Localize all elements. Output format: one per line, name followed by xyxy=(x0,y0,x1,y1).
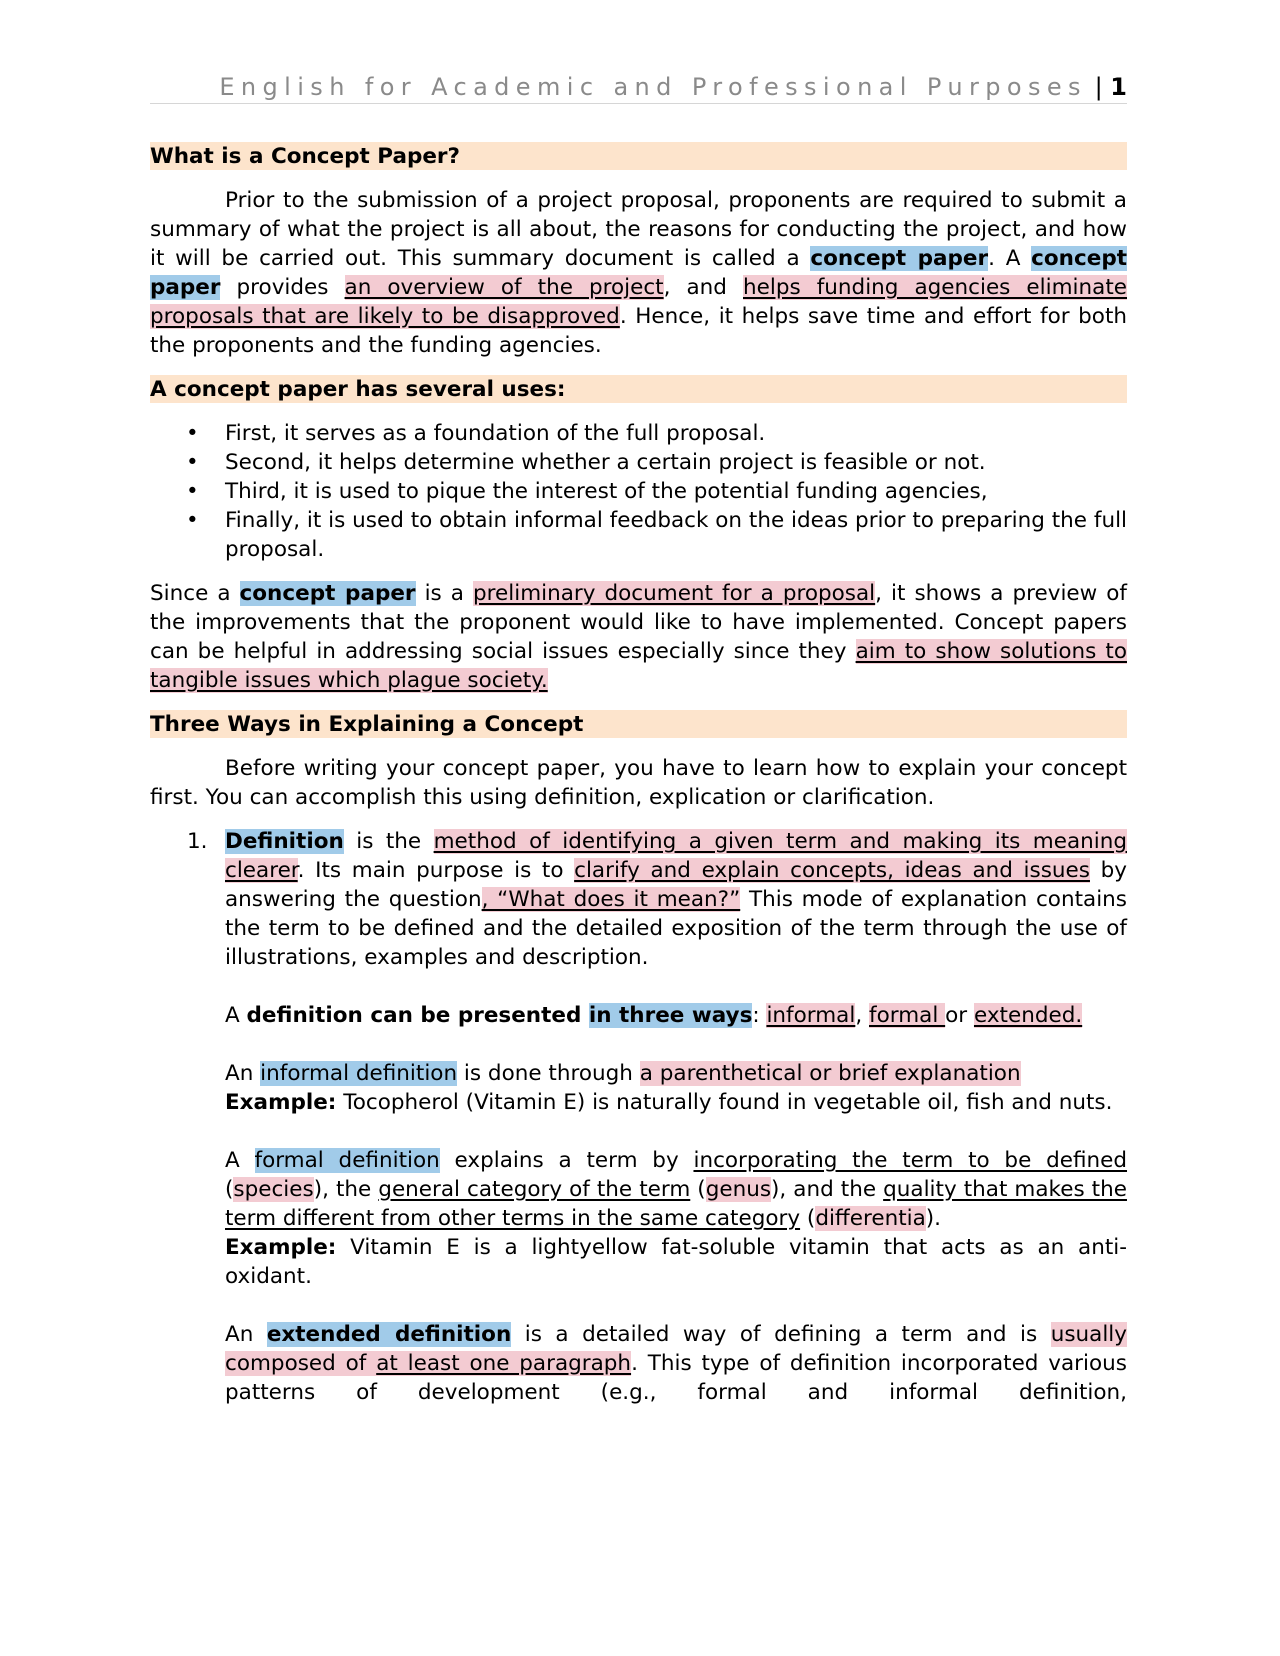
highlight-underline: , “What does it mean?” xyxy=(481,887,741,912)
document-body xyxy=(150,142,1127,1407)
text: ( xyxy=(225,1177,234,1202)
uses-list xyxy=(150,419,1127,564)
text: . Its main purpose is to xyxy=(297,858,575,883)
text: is done through xyxy=(457,1061,640,1086)
text: ). xyxy=(925,1206,942,1231)
text: Prior to the submission of a project proposal, proponents are required to submit a summary of what the project is all about, the reasons for conducting the project, and how it will be carried out. This summary document is called a xyxy=(150,188,1127,271)
text: provides xyxy=(220,275,345,300)
text: . A xyxy=(988,246,1032,271)
highlight-underline: at least one paragraph xyxy=(376,1351,632,1376)
text: An xyxy=(225,1061,261,1086)
underline-text: quality that makes the term different from other terms in the same category xyxy=(225,1177,1127,1231)
highlight-term: Definition xyxy=(225,829,344,854)
page-number: 1 xyxy=(1110,73,1127,101)
section-heading-uses: A concept paper has several uses: xyxy=(150,375,1127,403)
highlight-underline: aim to show solutions to tangible issues which plague society. xyxy=(150,639,1127,693)
paragraph-extended-definition xyxy=(150,1320,1127,1407)
highlight-term: informal definition xyxy=(260,1061,458,1086)
highlight-underline: helps funding agencies eliminate proposals that are likely to be disapproved xyxy=(150,275,1127,329)
text: is a xyxy=(415,581,473,606)
highlight-term: concept paper xyxy=(239,581,416,606)
highlight-phrase: usually composed of xyxy=(225,1322,1127,1376)
text: Tocopherol (Vitamin E) is naturally found in vegetable oil, fish and nuts. xyxy=(336,1090,1113,1115)
underline-text: incorporating the term to be defined xyxy=(693,1148,1128,1173)
text: . Hence, it helps save time and effort for both the proponents and the funding agencies. xyxy=(150,304,1128,358)
highlight-term: formal definition xyxy=(254,1148,440,1173)
text: Vitamin E is a lightyellow fat-soluble vitamin that acts as an anti-oxidant. xyxy=(225,1235,1127,1289)
list-item: • Finally, it is used to obtain informal feedback on the ideas prior to preparing the full proposal. xyxy=(150,506,1127,564)
highlight-underline: formal xyxy=(869,1003,946,1028)
spacer xyxy=(150,972,1127,1001)
text: . This type of definition incorporated various patterns of development (e.g., formal and informal definition, xyxy=(225,1351,1127,1405)
numbered-item-definition xyxy=(150,827,1127,972)
list-item: • First, it serves as a foundation of the full proposal. xyxy=(150,419,1127,448)
highlight-phrase: species xyxy=(233,1177,314,1202)
text: : xyxy=(752,1003,767,1028)
list-item: • Second, it helps determine whether a certain project is feasible or not. xyxy=(150,448,1127,477)
highlight-term: in three ways xyxy=(588,1003,753,1028)
text: An xyxy=(225,1322,267,1347)
paragraph-concept-paper-intro xyxy=(150,186,1127,360)
text: is the xyxy=(343,829,434,854)
text: , and xyxy=(663,275,743,300)
section-heading-concept-paper: What is a Concept Paper? xyxy=(150,142,1127,170)
highlight-phrase: differentia xyxy=(815,1206,926,1231)
page-header xyxy=(150,72,1127,104)
text: , xyxy=(855,1003,870,1028)
highlight-underline: an overview of the project xyxy=(344,275,664,300)
header-separator: | xyxy=(1094,73,1103,101)
underline-text: general category of the term xyxy=(378,1177,691,1202)
highlight-underline: preliminary document for a proposal xyxy=(473,581,876,606)
highlight-phrase: a parenthetical or brief explanation xyxy=(639,1061,1021,1086)
text: by answering the question xyxy=(225,858,1127,912)
paragraph-preliminary-document xyxy=(150,579,1127,695)
bold-text: definition can be presented xyxy=(246,1003,589,1028)
highlight-underline: method of identifying a given term and making its meaning clearer xyxy=(225,829,1127,883)
paragraph-three-ways-intro: Before writing your concept paper, you have to learn how to explain your concept first. You can accomplish this using definition, explication or clarification. xyxy=(150,756,1127,810)
highlight-underline: extended. xyxy=(973,1003,1083,1028)
text: ), the xyxy=(313,1177,379,1202)
paragraph-informal-example xyxy=(150,1088,1127,1117)
item-number: 1. xyxy=(187,829,208,854)
text: or xyxy=(945,1003,974,1028)
paragraph-three-ways xyxy=(150,1001,1127,1030)
highlight-term: extended definition xyxy=(266,1322,512,1347)
text: Since a xyxy=(150,581,240,606)
list-item: • Third, it is used to pique the interest of the potential funding agencies, xyxy=(150,477,1127,506)
highlight-underline: informal xyxy=(766,1003,856,1028)
example-label: Example: xyxy=(225,1235,337,1260)
section-heading-three-ways: Three Ways in Explaining a Concept xyxy=(150,710,1127,738)
spacer xyxy=(150,1117,1127,1146)
paragraph-definition xyxy=(225,827,1127,972)
text: This mode of explanation contains the term to be defined and the detailed exposition of the term through the use of illustrations, examples and description. xyxy=(225,887,1127,970)
text: A xyxy=(225,1003,247,1028)
highlight-term: concept paper xyxy=(150,246,1127,300)
highlight-underline: clarify and explain concepts, ideas and issues xyxy=(574,858,1090,883)
text: ), and the xyxy=(771,1177,884,1202)
text: ( xyxy=(800,1206,816,1231)
spacer xyxy=(150,1291,1127,1320)
paragraph-formal-example xyxy=(150,1233,1127,1291)
paragraph-informal-definition xyxy=(150,1059,1127,1088)
text: is a detailed way of defining a term and is xyxy=(511,1322,1051,1347)
paragraph-formal-definition xyxy=(150,1146,1127,1233)
text: ( xyxy=(690,1177,706,1202)
example-label: Example: xyxy=(225,1090,337,1115)
text: explains a term by xyxy=(439,1148,694,1173)
highlight-phrase: genus xyxy=(705,1177,772,1202)
header-title: English for Academic and Professional Purposes xyxy=(219,73,1087,101)
text: A xyxy=(225,1148,255,1173)
text: , it shows a preview of the improvements that the proponent would like to have implemented. Concept papers can be helpful in addressing social issues especially since they xyxy=(150,581,1127,664)
highlight-term: concept paper xyxy=(810,246,989,271)
spacer xyxy=(150,1030,1127,1059)
